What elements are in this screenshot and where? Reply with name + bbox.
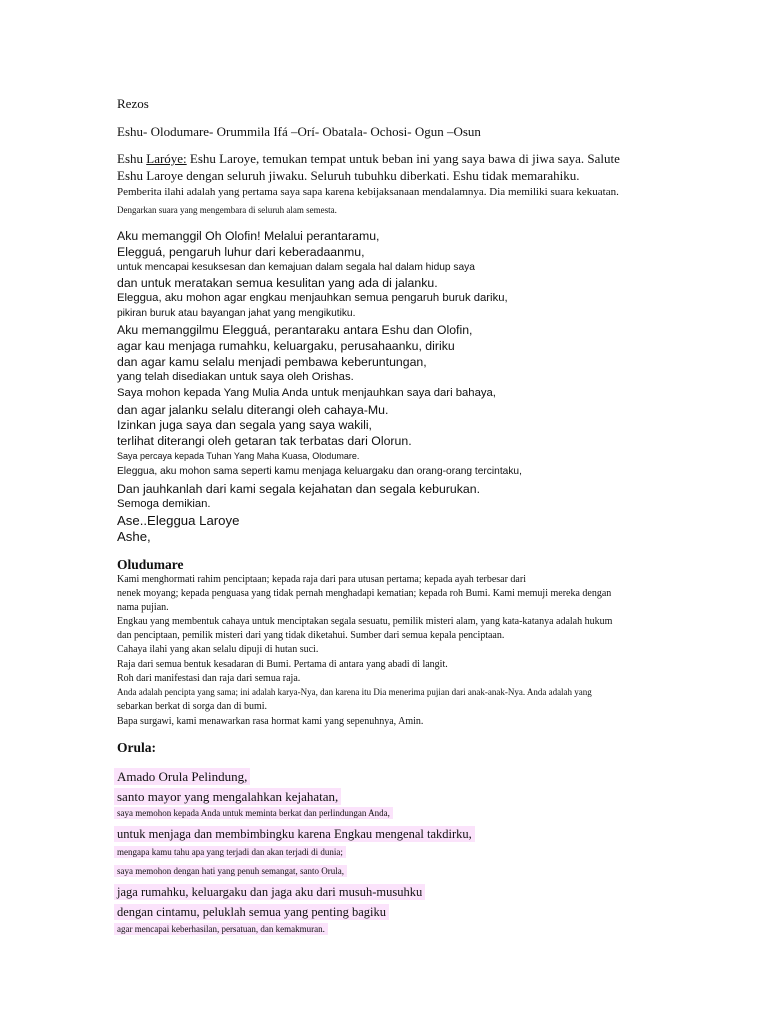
elegua-line: yang telah disediakan untuk saya oleh Orishas. xyxy=(117,371,354,383)
orula-line-highlight: saya memohon kepada Anda untuk meminta berkat dan perlindungan Anda, xyxy=(114,807,393,819)
orula-heading: Orula: xyxy=(117,740,156,755)
orula-line xyxy=(117,808,393,818)
orula-line xyxy=(117,789,341,805)
elegua-line: dan agar jalanku selalu diterangi oleh cahaya-Mu. xyxy=(117,403,389,417)
eshu-name: Eshu xyxy=(117,151,143,166)
elegua-line: Semoga demikian. xyxy=(117,498,211,510)
orula-line xyxy=(117,924,328,934)
oludumare-line: dan penciptaan, pemilik misteri dari yang tidak diketahui. Sumber dari semua kepala penciptaan. xyxy=(117,630,505,641)
elegua-line: Eleggua, aku mohon sama seperti kamu menjaga keluargaku dan orang-orang tercintaku, xyxy=(117,466,522,477)
orula-line xyxy=(117,885,425,900)
orula-line xyxy=(117,866,347,876)
elegua-line: Aku memanggilmu Elegguá, perantaraku antara Eshu dan Olofin, xyxy=(117,323,473,337)
elegua-line: terlihat diterangi oleh getaran tak terbatas dari Olorun. xyxy=(117,434,412,448)
orula-line-highlight: agar mencapai keberhasilan, persatuan, dan kemakmuran. xyxy=(114,923,328,935)
deities-line: Eshu- Olodumare- Orummila Ifá –Orí- Obatala- Ochosi- Ogun –Osun xyxy=(117,124,481,139)
orula-line-highlight: saya memohon dengan hati yang penuh semangat, santo Orula, xyxy=(114,865,347,877)
orula-line-highlight: jaga rumahku, keluargaku dan jaga aku dari musuh-musuhku xyxy=(114,884,425,900)
elegua-line: Saya percaya kepada Tuhan Yang Maha Kuasa, Olodumare. xyxy=(117,451,360,461)
oludumare-heading: Oludumare xyxy=(117,557,184,572)
orula-line xyxy=(117,905,389,920)
elegua-line: pikiran buruk atau bayangan jahat yang mengikutiku. xyxy=(117,308,356,319)
orula-line-highlight: Amado Orula Pelindung, xyxy=(114,768,250,785)
eshu-line-4: Dengarkan suara yang mengembara di seluruh alam semesta. xyxy=(117,205,337,215)
elegua-line: untuk mencapai kesuksesan dan kemajuan dalam segala hal dalam hidup saya xyxy=(117,262,475,273)
oludumare-line: nenek moyang; kepada penguasa yang tidak pernah menghadapi kematian; kepada roh Bumi. Kami memuji mereka dengan xyxy=(117,588,612,599)
oludumare-line: Raja dari semua bentuk kesadaran di Bumi. Pertama di antara yang abadi di langit. xyxy=(117,659,448,670)
page-title: Rezos xyxy=(117,96,149,111)
elegua-line: dan untuk meratakan semua kesulitan yang ada di jalanku. xyxy=(117,276,438,290)
orula-line-highlight: dengan cintamu, peluklah semua yang penting bagiku xyxy=(114,904,389,920)
elegua-line: dan agar kamu selalu menjadi pembawa keberuntungan, xyxy=(117,355,427,369)
orula-line xyxy=(117,827,475,842)
eshu-line-3: Pemberita ilahi adalah yang pertama saya sapa karena kebijaksanaan mendalamnya. Dia memiliki suara kekuatan. xyxy=(117,186,619,198)
elegua-line: Elegguá, pengaruh luhur dari keberadaanmu, xyxy=(117,245,365,259)
orula-line-highlight: untuk menjaga dan membimbingku karena Engkau mengenal takdirku, xyxy=(114,826,475,842)
elegua-line: Dan jauhkanlah dari kami segala kejahatan dan segala keburukan. xyxy=(117,482,481,496)
laroye-underlined: Laróye: xyxy=(146,151,187,166)
elegua-line: Eleggua, aku mohon agar engkau menjauhkan semua pengaruh buruk dariku, xyxy=(117,292,508,304)
oludumare-line: Bapa surgawi, kami menawarkan rasa hormat kami yang sepenuhnya, Amin. xyxy=(117,716,424,727)
elegua-line: Ashe, xyxy=(117,529,151,544)
elegua-line: Saya mohon kepada Yang Mulia Anda untuk menjauhkan saya dari bahaya, xyxy=(117,387,496,399)
orula-line xyxy=(117,847,346,857)
oludumare-line: Kami menghormati rahim penciptaan; kepada raja dari para utusan pertama; kepada ayah terbesar dari xyxy=(117,574,526,585)
oludumare-line: nama pujian. xyxy=(117,602,169,613)
oludumare-line: Cahaya ilahi yang akan selalu dipuji di hutan suci. xyxy=(117,644,319,655)
elegua-line: Izinkan juga saya dan segala yang saya wakili, xyxy=(117,418,372,432)
oludumare-line: Anda adalah pencipta yang sama; ini adalah karya-Nya, dan karena itu Dia menerima pujian dari anak-anak-Nya. Anda adalah yang xyxy=(117,687,592,697)
eshu-line-1-text: Eshu Laroye, temukan tempat untuk beban ini yang saya bawa di jiwa saya. Salute xyxy=(186,151,620,166)
elegua-line: Ase..Eleggua Laroye xyxy=(117,513,240,528)
elegua-line: Aku memanggil Oh Olofin! Melalui perantaramu, xyxy=(117,229,380,243)
orula-line xyxy=(117,769,250,785)
eshu-line-2: Eshu Laroye dengan seluruh jiwaku. Seluruh tubuhku diberkati. Eshu tidak memarahiku. xyxy=(117,168,580,183)
eshu-line-1 xyxy=(117,151,620,167)
oludumare-line: Engkau yang membentuk cahaya untuk menciptakan segala sesuatu, pemilik misteri alam, yang kata-katanya adalah hukum xyxy=(117,616,613,627)
oludumare-line: sebarkan berkat di sorga dan di bumi. xyxy=(117,701,268,712)
orula-line-highlight: mengapa kamu tahu apa yang terjadi dan akan terjadi di dunia; xyxy=(114,846,346,858)
oludumare-line: Roh dari manifestasi dan raja dari semua raja. xyxy=(117,673,301,684)
elegua-line: agar kau menjaga rumahku, keluargaku, perusahaanku, diriku xyxy=(117,339,455,353)
orula-line-highlight: santo mayor yang mengalahkan kejahatan, xyxy=(114,788,341,805)
